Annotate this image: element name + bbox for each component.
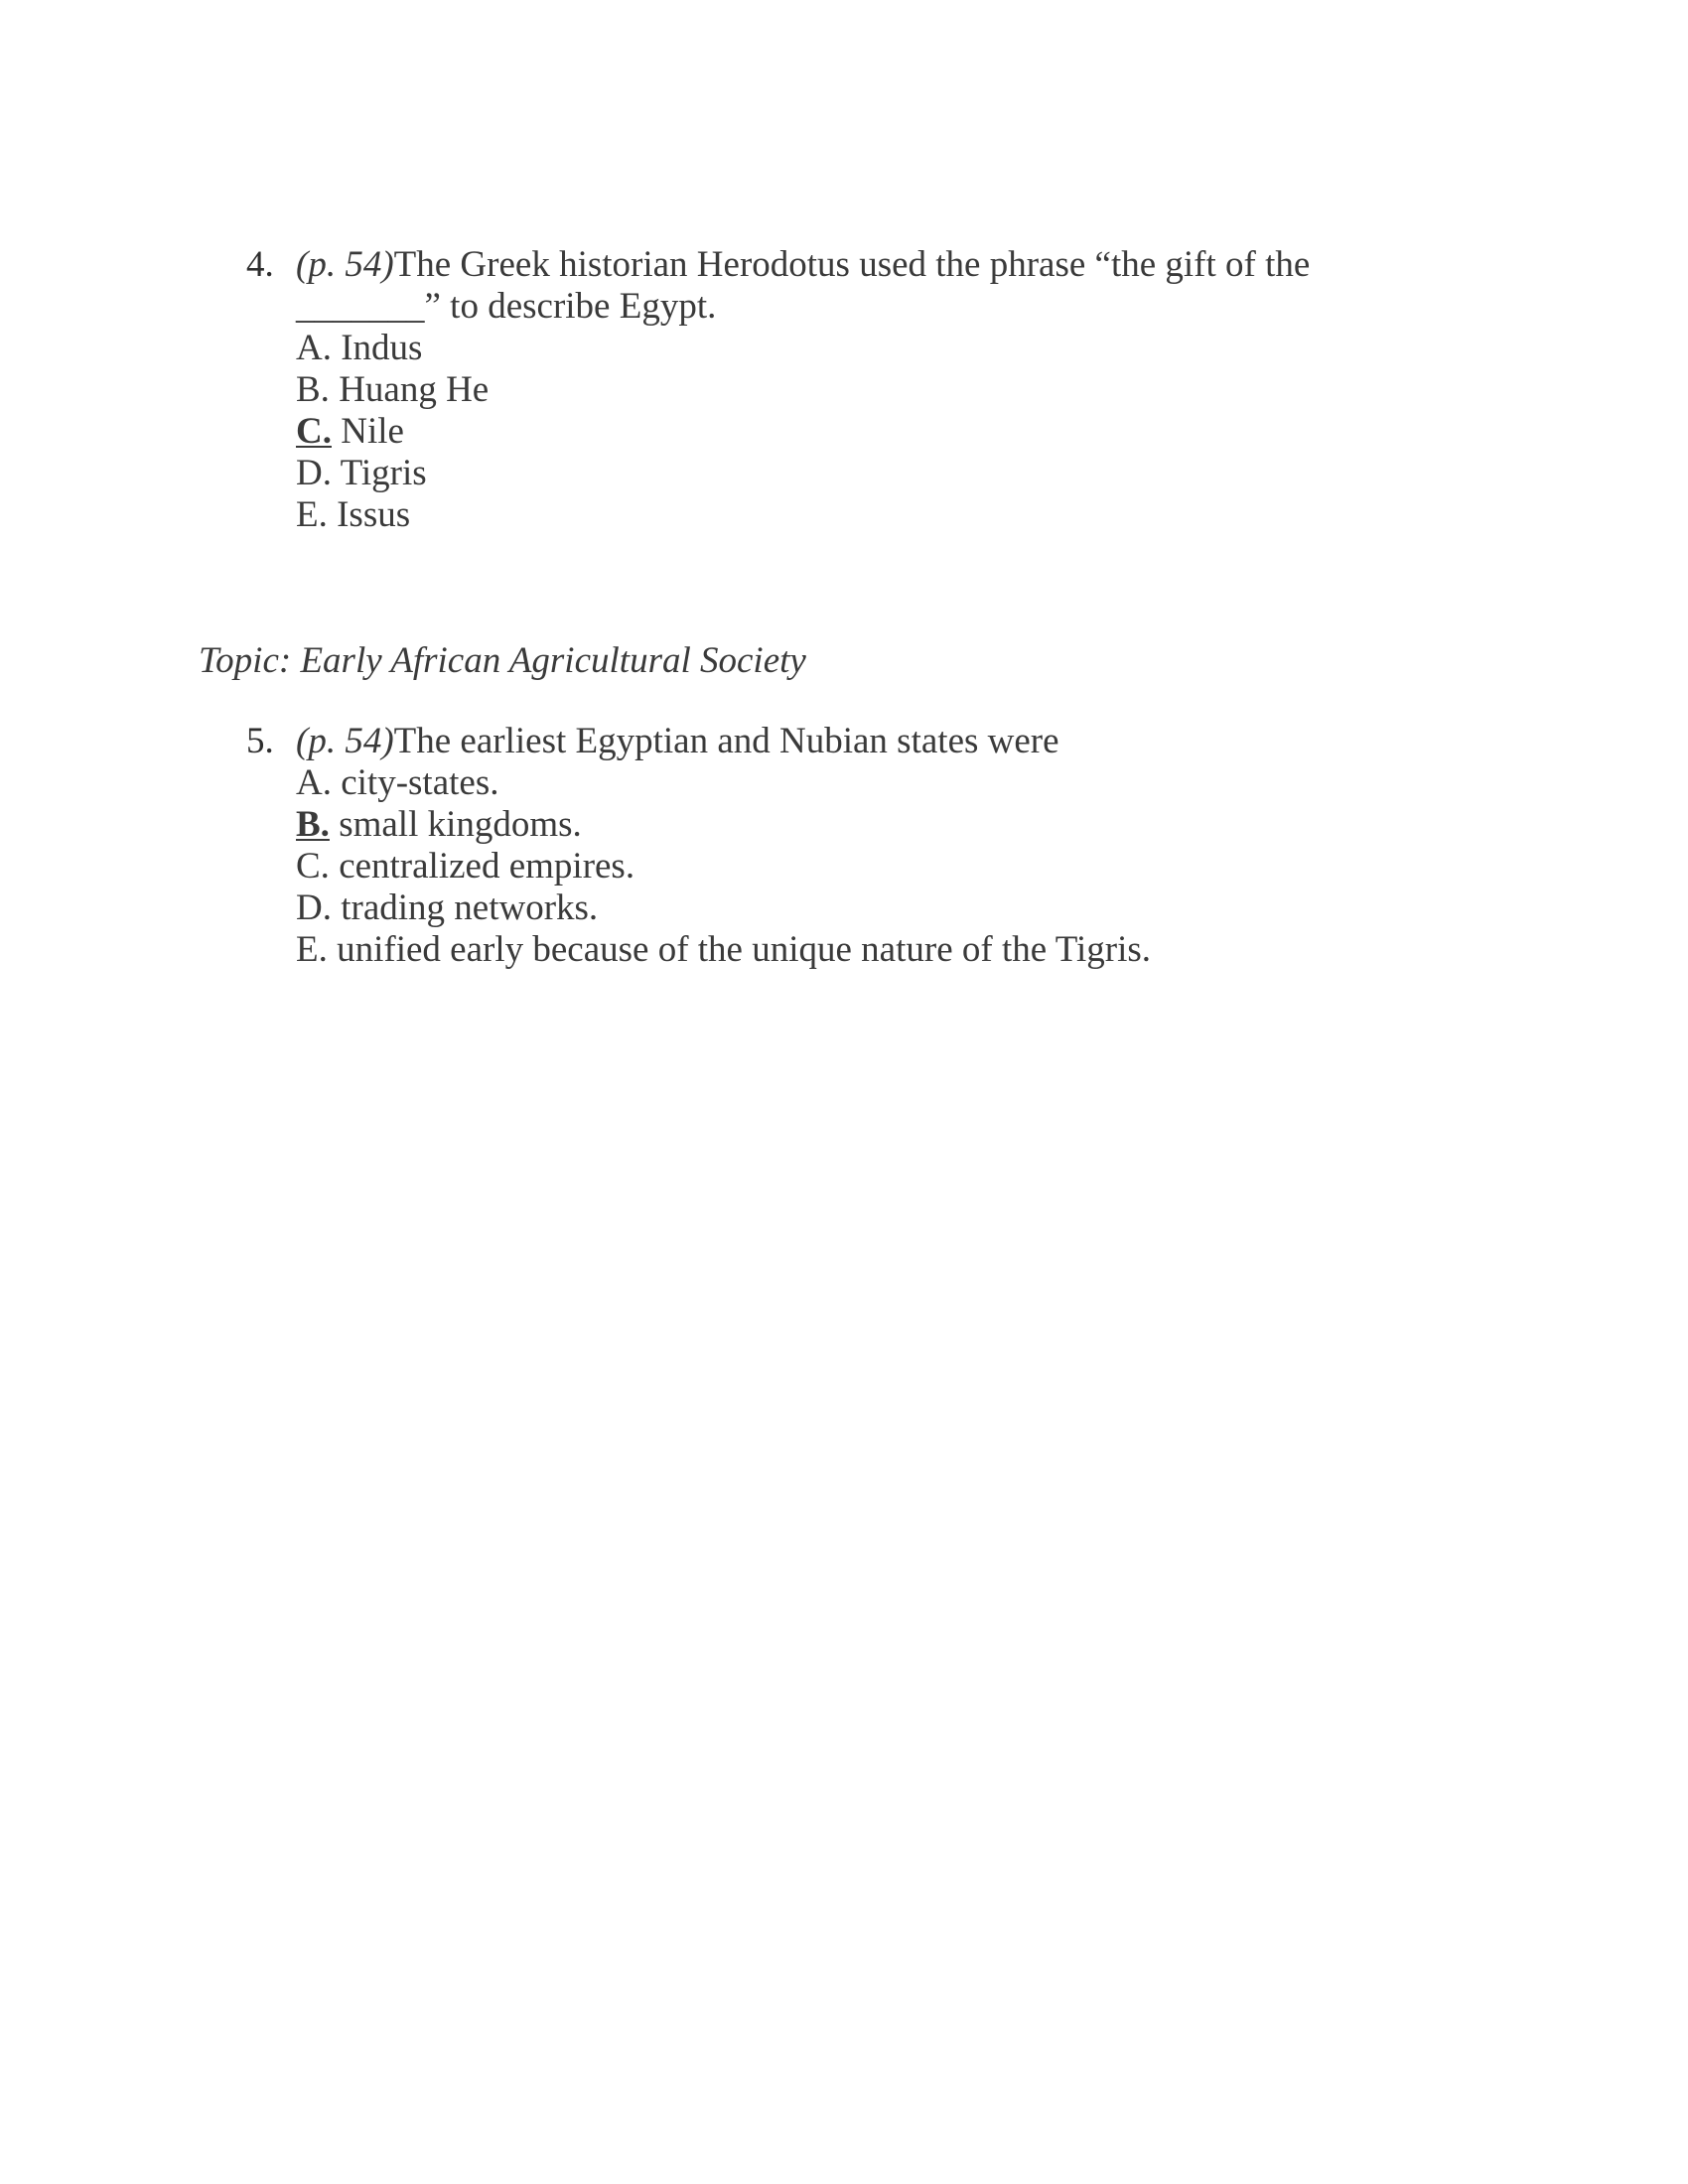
option-letter: E. xyxy=(296,494,328,535)
option-letter: B. xyxy=(296,804,330,845)
answer-option-e xyxy=(296,929,1487,971)
option-text: unified early because of the unique nature of the Tigris. xyxy=(327,929,1152,970)
question-body xyxy=(296,721,1487,971)
option-letter: C. xyxy=(296,411,332,452)
answer-option-c xyxy=(296,846,1487,887)
answer-option-d xyxy=(296,887,1487,929)
option-text: Huang He xyxy=(329,369,490,410)
option-text: Tigris xyxy=(331,453,427,493)
option-text: centralized empires. xyxy=(329,846,635,887)
option-text: Indus xyxy=(331,328,423,368)
answer-option-a xyxy=(296,328,1487,369)
option-letter: E. xyxy=(296,929,328,970)
answer-option-b xyxy=(296,369,1487,411)
question-body xyxy=(296,244,1487,536)
answer-options xyxy=(296,328,1487,536)
page-reference: (p. 54) xyxy=(296,244,394,285)
question-stem-continued: _______” to describe Egypt. xyxy=(296,286,717,327)
topic-heading: Topic: Early African Agricultural Society xyxy=(199,640,806,681)
option-letter: B. xyxy=(296,369,330,410)
stem-text: The earliest Egyptian and Nubian states were xyxy=(393,721,1059,761)
question-number: 5. xyxy=(246,721,274,761)
answer-option-c xyxy=(296,411,1487,453)
option-letter: D. xyxy=(296,887,332,928)
stem-text: The Greek historian Herodotus used the phrase “the gift of the xyxy=(393,244,1311,285)
option-text: small kingdoms. xyxy=(329,804,582,845)
option-text: Issus xyxy=(327,494,411,535)
question-4 xyxy=(246,244,1487,536)
option-letter: A. xyxy=(296,328,332,368)
option-letter: D. xyxy=(296,453,332,493)
option-text: trading networks. xyxy=(331,887,599,928)
question-5 xyxy=(246,721,1487,971)
question-stem xyxy=(296,244,1487,286)
answer-option-b xyxy=(296,804,1487,846)
answer-option-d xyxy=(296,453,1487,494)
question-number: 4. xyxy=(246,244,274,285)
option-letter: A. xyxy=(296,762,332,803)
answer-option-e xyxy=(296,494,1487,536)
option-text: city-states. xyxy=(331,762,499,803)
option-text: Nile xyxy=(331,411,404,452)
answer-options xyxy=(296,762,1487,971)
question-stem xyxy=(296,721,1487,762)
answer-option-a xyxy=(296,762,1487,804)
option-letter: C. xyxy=(296,846,330,887)
page-reference: (p. 54) xyxy=(296,721,394,761)
